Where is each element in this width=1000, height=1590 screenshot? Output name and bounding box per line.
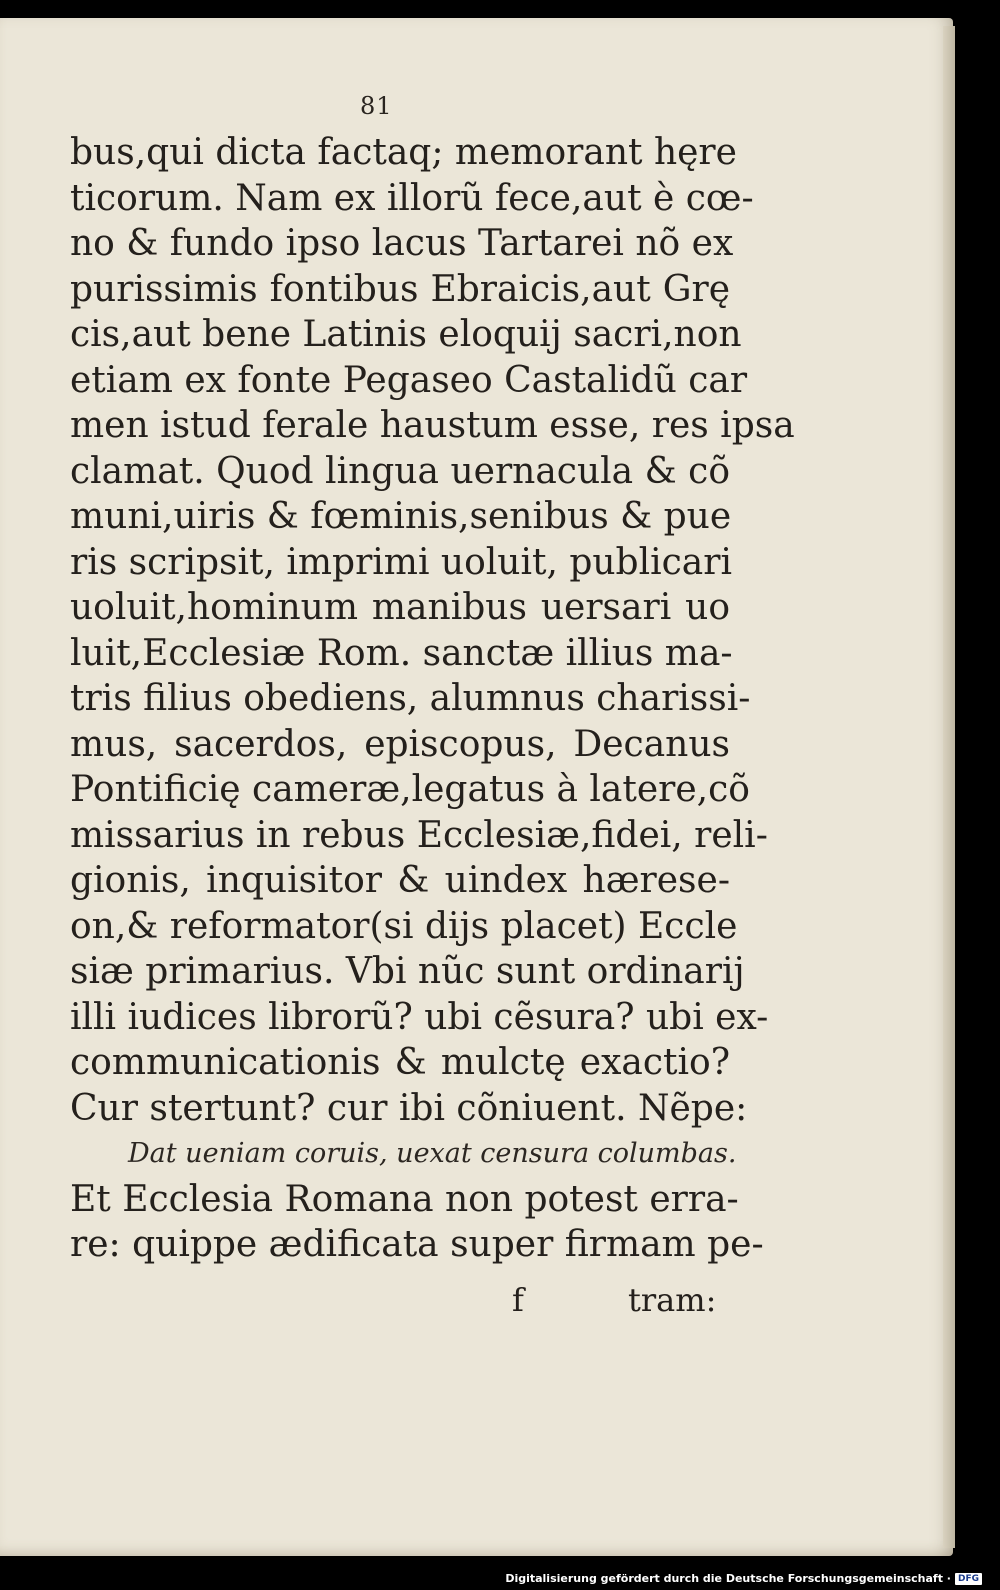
catchword: tram: [628, 1281, 717, 1319]
text-line: gionis, inquisitor & uindex hærese- [70, 860, 730, 901]
text-line: communicationis & mulctę exactio? [70, 1042, 730, 1083]
text-line: no & fundo ipso lacus Tartarei nõ ex [70, 223, 734, 264]
text-line: ticorum. Nam ex illorũ fece,aut è cœ- [70, 177, 754, 219]
text-line: re: quippe ædificata super firmam pe- [70, 1224, 764, 1265]
dfg-logo: DFG [955, 1573, 982, 1585]
page-edge [943, 26, 955, 1548]
text-line: luit,Ecclesiæ Rom. sanctæ illius ma- [70, 632, 733, 674]
text-line: clamat. Quod lingua uernacula & cõ [70, 450, 730, 492]
text-line: siæ primarius. Vbi nũc sunt ordinarij [70, 951, 745, 992]
text-line: on,& reformator(si dijs placet) Eccle [70, 905, 738, 947]
text-line: mus, sacerdos, episcopus, Decanus [70, 723, 730, 765]
text-line: Et Ecclesia Romana non potest erra- [70, 1178, 739, 1220]
text-line: missarius in rebus Ecclesiæ,fidei, reli- [70, 814, 768, 856]
signature-mark: f [512, 1281, 524, 1319]
text-line: illi iudices librorũ? ubi cẽsura? ubi ex- [70, 996, 769, 1038]
page-text [70, 130, 795, 1268]
text-line: cis,aut bene Latinis eloquij sacri,non [70, 314, 742, 355]
text-line: purissimis fontibus Ebraicis,aut Grę [70, 268, 730, 310]
text-line: bus,qui dicta factaq; memorant hęre [70, 132, 737, 173]
text-line: ris scripsit, imprimi uoluit, publicari [70, 541, 732, 583]
text-line: tris filius obediens, alumnus charissi- [70, 678, 751, 719]
digitization-credit [505, 1572, 982, 1585]
text-line: Pontificię cameræ,legatus à latere,cõ [70, 769, 750, 810]
page-number: 81 [360, 92, 393, 120]
quotation-line: Dat ueniam coruis, uexat censura columbas. [128, 1138, 737, 1169]
text-line: men istud ferale haustum esse, res ipsa [70, 405, 795, 446]
text-line: etiam ex fonte Pegaseo Castalidũ car [70, 359, 748, 401]
text-line: muni,uiris & fœminis,senibus & pue [70, 496, 732, 537]
text-line: uoluit,hominum manibus uersari uo [70, 587, 730, 628]
text-line: Cur stertunt? cur ibi cõniuent. Nẽpe: [70, 1087, 748, 1129]
credit-text: Digitalisierung gefördert durch die Deutsche Forschungsgemeinschaft · [505, 1572, 951, 1585]
